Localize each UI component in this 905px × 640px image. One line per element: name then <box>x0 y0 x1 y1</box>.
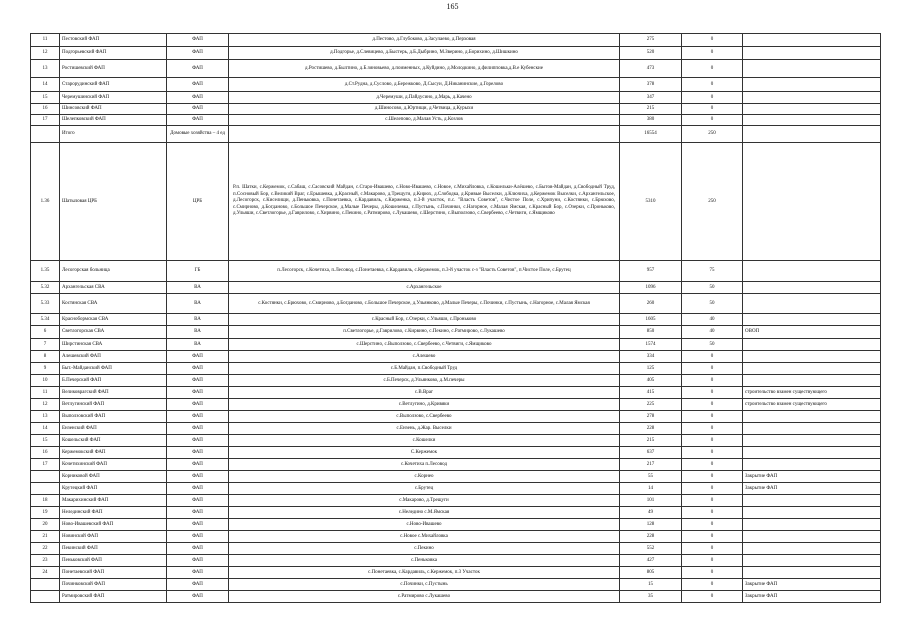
facility-name: Нелединский ФАП <box>60 507 167 519</box>
population-count: 552 <box>620 543 682 555</box>
beds-count: 0 <box>682 459 743 471</box>
row-number: 20 <box>31 519 60 531</box>
beds-count: 0 <box>682 34 743 47</box>
row-number <box>31 471 60 483</box>
facility-name: Ветлугинский ФАП <box>60 399 167 411</box>
facility-type: ФАП <box>167 567 229 579</box>
beds-count: 0 <box>682 78 743 92</box>
table-row <box>31 47 881 60</box>
table-row <box>31 519 881 531</box>
facility-name: Пестовский ФАП <box>60 34 167 47</box>
facility-type: ЦРБ <box>167 143 229 261</box>
population-count: 5310 <box>620 143 682 261</box>
facility-type: ФАП <box>167 531 229 543</box>
row-note <box>743 531 881 543</box>
facility-type: ФАП <box>167 495 229 507</box>
facility-type: ФАП <box>167 399 229 411</box>
population-count: 415 <box>620 387 682 399</box>
table-row <box>31 447 881 459</box>
facility-name: Новинский ФАП <box>60 531 167 543</box>
facility-name: Старорудинский ФАП <box>60 78 167 92</box>
facility-type: ФАП <box>167 435 229 447</box>
facility-name: Шинсовский ФАП <box>60 104 167 115</box>
population-count: 278 <box>620 411 682 423</box>
facility-name: Костянская СВА <box>60 294 167 314</box>
table-row <box>31 375 881 387</box>
facility-name: Б.Печерский ФАП <box>60 375 167 387</box>
facility-type: ВА <box>167 339 229 351</box>
beds-count: 0 <box>682 435 743 447</box>
facility-type: ФАП <box>167 555 229 567</box>
facility-type: ФАП <box>167 375 229 387</box>
row-number: 17 <box>31 115 60 126</box>
row-note <box>743 78 881 92</box>
beds-count: 50 <box>682 294 743 314</box>
row-note <box>743 47 881 60</box>
facility-name: Пеньковский ФАП <box>60 555 167 567</box>
population-count: 217 <box>620 459 682 471</box>
service-area: с.В.Враг <box>229 387 620 399</box>
row-note: строительство взамен существующего <box>743 399 881 411</box>
row-note <box>743 115 881 126</box>
row-note <box>743 495 881 507</box>
beds-count: 40 <box>682 314 743 326</box>
row-number: 21 <box>31 531 60 543</box>
beds-count: 50 <box>682 282 743 294</box>
table-row <box>31 555 881 567</box>
facility-type: Домовые хозяйства – 4 ед <box>167 126 229 143</box>
population-count: 405 <box>620 375 682 387</box>
facility-type: ФАП <box>167 47 229 60</box>
facility-name: Подгорьевский ФАП <box>60 47 167 60</box>
facility-name: Ратмировский ФАП <box>60 591 167 603</box>
row-note: Закрытие ФАП <box>743 471 881 483</box>
service-area: с.Красный Бор, с.Озерки, с.Ульяши, с.Проньково <box>229 314 620 326</box>
table-row <box>31 326 881 339</box>
population-count: 128 <box>620 519 682 531</box>
row-number: 15 <box>31 92 60 104</box>
population-count: 275 <box>620 34 682 47</box>
beds-count: 0 <box>682 471 743 483</box>
service-area: с.Кошелки <box>229 435 620 447</box>
population-count: 228 <box>620 423 682 435</box>
facility-type: ВА <box>167 294 229 314</box>
service-area: с.Выползово, с.Свербеево <box>229 411 620 423</box>
beds-count: 40 <box>682 326 743 339</box>
facility-name: Шелепковский ФАП <box>60 115 167 126</box>
row-number: 1.36 <box>31 143 60 261</box>
population-count: 850 <box>620 326 682 339</box>
table-row <box>31 459 881 471</box>
row-number: 6 <box>31 326 60 339</box>
facility-type: ФАП <box>167 447 229 459</box>
row-number: 14 <box>31 423 60 435</box>
row-note: строительство взамен существующего <box>743 387 881 399</box>
facility-name: Крутецкий ФАП <box>60 483 167 495</box>
service-area: д.Ст.Рудна, д.Суслово, д.Бережково, Д.Сысуи, Д.Никанинские, д.Горелово <box>229 78 620 92</box>
table-row <box>31 261 881 282</box>
row-note <box>743 143 881 261</box>
facility-name: Быт.-Майданский ФАП <box>60 363 167 375</box>
row-note: ОВОП <box>743 326 881 339</box>
facility-type: ФАП <box>167 78 229 92</box>
table-row <box>31 567 881 579</box>
facility-name: Алешевский ФАП <box>60 351 167 363</box>
population-count: 215 <box>620 104 682 115</box>
table-row <box>31 423 881 435</box>
row-number: 23 <box>31 555 60 567</box>
beds-count: 0 <box>682 519 743 531</box>
beds-count: 0 <box>682 483 743 495</box>
facility-type: ВА <box>167 282 229 294</box>
facility-name: Пекинский ФАП <box>60 543 167 555</box>
beds-count: 0 <box>682 363 743 375</box>
table-row <box>31 411 881 423</box>
service-area: с.Неледино с.М.Ямская <box>229 507 620 519</box>
row-number: 16 <box>31 447 60 459</box>
service-area: д.Ростишево, д.Былтино, д.Б.зиновьево, д.поименных, д.Куйдино, д.Молодкино, д.филипповка,д.В.е Кубенские <box>229 60 620 78</box>
service-area: Р.п. Шатки, с.Кержемок, с.Сабаш, с.Сасовский Майдан, с.Старо-Ивашево, с.Ново-Ивашево, с.Новое, с.Михайловка, с.Кошельки-Алёшево, с.Бытов-Майдан, д.Свободный Труд, п.Сосновый Бор, с.Великий Враг, с.Ерышевка, д.Красный, с.Макарово, д.Трещуги, д.Кирюх, д.Слободка, д.Кривые Выселки, д.Ключиха, д.Кержемок Выселки, с.Архангельское, д.Лесогорск, с.Киселищи, д.Пеньковка, с.Понетаевка, с.Кардавиль, с.Кирженка, п.3-й участок, п.с. "Власть Советов", с.Чистое Поле, с.Хрипуни, с.Костянки, с.Брюхово, с.Смирново, д.Богданово, с.Большое Печерское, д.Малые Печеры, д.Кошелевка, с.Пустынь, с.Починки, с.Нагорное, с.Малая Ямская, с.Красный Бор, с.Озерки, с.Проньково, д.Ульяши, с.Светлогорье, д.Гаврилово, с.Хирвино, с.Пекино, с.Ратмирово, с.Лукашево, с.Шерстино, с.Выползово, с.Свербеево, с.Четвиги, с.Ямщиково <box>229 143 620 261</box>
facility-type: ФАП <box>167 579 229 591</box>
service-area: с.Ратмирово с.Лукашево <box>229 591 620 603</box>
facility-name: Ново-Ивашевский ФАП <box>60 519 167 531</box>
row-note <box>743 507 881 519</box>
row-note <box>743 126 881 143</box>
row-number <box>31 483 60 495</box>
row-note <box>743 34 881 47</box>
table-row <box>31 126 881 143</box>
service-area: с.Архангельское <box>229 282 620 294</box>
row-note: Закрытие ФАП <box>743 483 881 495</box>
population-count: 637 <box>620 447 682 459</box>
row-number: 5.33 <box>31 294 60 314</box>
population-count: 957 <box>620 261 682 282</box>
service-area: д.Пестово, д.Глубоково, д.Засулаево, д.Перховая <box>229 34 620 47</box>
row-note <box>743 351 881 363</box>
row-note: Закрытие ФАП <box>743 579 881 591</box>
facility-name: Кочетихинский ФАП <box>60 459 167 471</box>
beds-count: 0 <box>682 351 743 363</box>
row-number: 13 <box>31 411 60 423</box>
beds-count: 0 <box>682 60 743 78</box>
facility-type: ФАП <box>167 591 229 603</box>
population-count: 125 <box>620 363 682 375</box>
population-count: 427 <box>620 555 682 567</box>
beds-count: 0 <box>682 92 743 104</box>
row-note <box>743 459 881 471</box>
table-row <box>31 399 881 411</box>
table-row <box>31 435 881 447</box>
beds-count: 0 <box>682 447 743 459</box>
row-note <box>743 567 881 579</box>
beds-count: 0 <box>682 423 743 435</box>
beds-count: 0 <box>682 411 743 423</box>
row-note <box>743 447 881 459</box>
facility-name: Ростишевский ФАП <box>60 60 167 78</box>
service-area: с.Понетаевка, с.Кардавиль, с.Кержемок, п.3 Участок <box>229 567 620 579</box>
facility-name: Починковский ФАП <box>60 579 167 591</box>
population-count: 334 <box>620 351 682 363</box>
row-note <box>743 104 881 115</box>
facility-type: ВА <box>167 326 229 339</box>
population-count: 380 <box>620 115 682 126</box>
facility-type: ФАП <box>167 387 229 399</box>
facility-name: Черемушинский ФАП <box>60 92 167 104</box>
table-row <box>31 507 881 519</box>
beds-count: 0 <box>682 507 743 519</box>
row-note <box>743 555 881 567</box>
population-count: 55 <box>620 471 682 483</box>
facility-name: Макарихинский ФАП <box>60 495 167 507</box>
facility-name: Архангельская СВА <box>60 282 167 294</box>
population-count: 215 <box>620 435 682 447</box>
row-note <box>743 363 881 375</box>
facility-type: ФАП <box>167 423 229 435</box>
row-number: 5.32 <box>31 282 60 294</box>
service-area: с.Пекино <box>229 543 620 555</box>
service-area: с.Брутец <box>229 483 620 495</box>
beds-count: 250 <box>682 126 743 143</box>
facility-type: ВА <box>167 314 229 326</box>
service-area <box>229 126 620 143</box>
beds-count: 0 <box>682 543 743 555</box>
facility-name: Ензенский ФАП <box>60 423 167 435</box>
row-number: 14 <box>31 78 60 92</box>
row-number: 5.34 <box>31 314 60 326</box>
row-note <box>743 294 881 314</box>
population-count: 101 <box>620 495 682 507</box>
population-count: 1096 <box>620 282 682 294</box>
facility-name: Ширстинская СВА <box>60 339 167 351</box>
facility-name: Лесогорская больница <box>60 261 167 282</box>
beds-count: 0 <box>682 399 743 411</box>
beds-count: 250 <box>682 143 743 261</box>
table-row <box>31 314 881 326</box>
service-area: с.Костянки, с.Брюхово, с.Смирново, д.Богданово, с.Большое Печерское, д.Ульянково, д.Малые Печеры, с.Починки, с.Пустынь, с.Нагорное, с.Малая Ямская <box>229 294 620 314</box>
table-row <box>31 78 881 92</box>
service-area: с.Новое с.Михайловка <box>229 531 620 543</box>
row-number: 10 <box>31 375 60 387</box>
population-count: 35 <box>620 591 682 603</box>
facility-type: ФАП <box>167 459 229 471</box>
facility-name: Светлогорская СВА <box>60 326 167 339</box>
facility-type: ФАП <box>167 471 229 483</box>
table-row <box>31 543 881 555</box>
row-note <box>743 411 881 423</box>
facility-type: ГБ <box>167 261 229 282</box>
population-count: 15 <box>620 579 682 591</box>
row-number: 7 <box>31 339 60 351</box>
service-area: с.Б.Майдан, п.Свободный Труд <box>229 363 620 375</box>
row-number: 17 <box>31 459 60 471</box>
beds-count: 0 <box>682 47 743 60</box>
population-count: 225 <box>620 399 682 411</box>
population-count: 14 <box>620 483 682 495</box>
facility-type: ФАП <box>167 115 229 126</box>
facility-type: ФАП <box>167 411 229 423</box>
facility-type: ФАП <box>167 363 229 375</box>
row-number: 13 <box>31 60 60 78</box>
facility-name: Великоврагский ФАП <box>60 387 167 399</box>
facility-type: ФАП <box>167 104 229 115</box>
facility-name: Итого <box>60 126 167 143</box>
service-area: С.Кержемок <box>229 447 620 459</box>
service-area: д.Подгорье, д.Слевицево, д.Быстерь, д.Б.Дыбрино, М.Зверино, д.Борихино, д.Шишкино <box>229 47 620 60</box>
service-area: с.Макарово, д.Трещуги <box>229 495 620 507</box>
beds-count: 0 <box>682 387 743 399</box>
beds-count: 75 <box>682 261 743 282</box>
service-area: п.Светлогорье, д.Гаврилово, с.Кирвино, с.Пекино, с.Ратмирово, с.Лукашево <box>229 326 620 339</box>
table-row <box>31 387 881 399</box>
facility-type: ФАП <box>167 519 229 531</box>
service-area: п.Лесогорск, с.Кочетиха, п.Лесовод, с.Понетаевка, с.Кардавиль, с.Кержемок, п.3-й участок с-з "Власть Советов", п.Чистое Поле, с.Брутец <box>229 261 620 282</box>
table-row <box>31 92 881 104</box>
row-note <box>743 519 881 531</box>
row-note: Закрытие ФАП <box>743 591 881 603</box>
facility-name: Понетаевский ФАП <box>60 567 167 579</box>
row-number <box>31 579 60 591</box>
row-number: 24 <box>31 567 60 579</box>
row-note <box>743 435 881 447</box>
population-count: 1574 <box>620 339 682 351</box>
row-number: 19 <box>31 507 60 519</box>
facility-name: Выползовский ФАП <box>60 411 167 423</box>
row-note <box>743 60 881 78</box>
service-area: с.Б.Печерск, д.Ульянково, д.М.печеры <box>229 375 620 387</box>
population-count: 347 <box>620 92 682 104</box>
service-area: д.Шиносово, д.Юртищи, д.Четвица, д.Курыхи <box>229 104 620 115</box>
table-row <box>31 115 881 126</box>
facility-type: ФАП <box>167 92 229 104</box>
population-count: 16554 <box>620 126 682 143</box>
service-area: с.Корнео <box>229 471 620 483</box>
population-count: 260 <box>620 294 682 314</box>
facility-type: ФАП <box>167 507 229 519</box>
service-area: с.Кочетиха п.Лесовод <box>229 459 620 471</box>
beds-count: 0 <box>682 104 743 115</box>
population-count: 378 <box>620 78 682 92</box>
facility-type: ФАП <box>167 483 229 495</box>
facility-type: ФАП <box>167 543 229 555</box>
facility-name: Кошельский ФАП <box>60 435 167 447</box>
row-number: 18 <box>31 495 60 507</box>
service-area: с.Ензень, д.Жар. Выселки <box>229 423 620 435</box>
facility-name: Шатыловая ЦРБ <box>60 143 167 261</box>
facility-type: ФАП <box>167 34 229 47</box>
row-number: 9 <box>31 363 60 375</box>
service-area: с.Ветлугино, д.Кривяки <box>229 399 620 411</box>
beds-count: 0 <box>682 531 743 543</box>
table-row <box>31 294 881 314</box>
row-note <box>743 375 881 387</box>
table-row <box>31 60 881 78</box>
row-number: 12 <box>31 399 60 411</box>
row-note <box>743 543 881 555</box>
row-note <box>743 261 881 282</box>
facility-name: Корниковой ФАП <box>60 471 167 483</box>
facility-type: ФАП <box>167 60 229 78</box>
facility-name: Кержемокский ФАП <box>60 447 167 459</box>
service-area: с.Починки, с.Пустынь <box>229 579 620 591</box>
service-area: д.Черемуши, д.Пайдусино, д.Марь, д.Качено <box>229 92 620 104</box>
table-row <box>31 531 881 543</box>
facility-type: ФАП <box>167 351 229 363</box>
row-note <box>743 92 881 104</box>
table-row <box>31 143 881 261</box>
service-area: с.Алешево <box>229 351 620 363</box>
table-row <box>31 495 881 507</box>
beds-count: 50 <box>682 339 743 351</box>
population-count: 49 <box>620 507 682 519</box>
row-number <box>31 591 60 603</box>
row-number: 12 <box>31 47 60 60</box>
page-number: 165 <box>446 2 459 11</box>
table-row <box>31 351 881 363</box>
population-count: 1605 <box>620 314 682 326</box>
table-row <box>31 579 881 591</box>
row-number: 8 <box>31 351 60 363</box>
beds-count: 0 <box>682 579 743 591</box>
row-number: 15 <box>31 435 60 447</box>
row-number <box>31 126 60 143</box>
beds-count: 0 <box>682 495 743 507</box>
service-area: с.Пеньковка <box>229 555 620 567</box>
population-count: 473 <box>620 60 682 78</box>
table-row <box>31 282 881 294</box>
beds-count: 0 <box>682 591 743 603</box>
population-count: 805 <box>620 567 682 579</box>
population-count: 520 <box>620 47 682 60</box>
facility-name: Краснобормская СВА <box>60 314 167 326</box>
table-row <box>31 363 881 375</box>
service-area: с.Шерстино, с.Выползово, с.Свербеево, с.Четвиги, с.Ямщиково <box>229 339 620 351</box>
row-number: 11 <box>31 34 60 47</box>
service-area: с.Шелепово, д.Малая Усть, д.Козлов <box>229 115 620 126</box>
table-row <box>31 471 881 483</box>
table-row <box>31 591 881 603</box>
row-note <box>743 314 881 326</box>
row-number: 1.35 <box>31 261 60 282</box>
beds-count: 0 <box>682 567 743 579</box>
table-row <box>31 104 881 115</box>
beds-count: 0 <box>682 115 743 126</box>
row-note <box>743 282 881 294</box>
row-note <box>743 339 881 351</box>
row-number: 16 <box>31 104 60 115</box>
row-number: 11 <box>31 387 60 399</box>
facilities-table <box>30 33 881 603</box>
row-number: 22 <box>31 543 60 555</box>
table-row <box>31 339 881 351</box>
table-row <box>31 34 881 47</box>
beds-count: 0 <box>682 555 743 567</box>
population-count: 228 <box>620 531 682 543</box>
service-area: с.Ново-Ивашево <box>229 519 620 531</box>
row-note <box>743 423 881 435</box>
table-row <box>31 483 881 495</box>
beds-count: 0 <box>682 375 743 387</box>
